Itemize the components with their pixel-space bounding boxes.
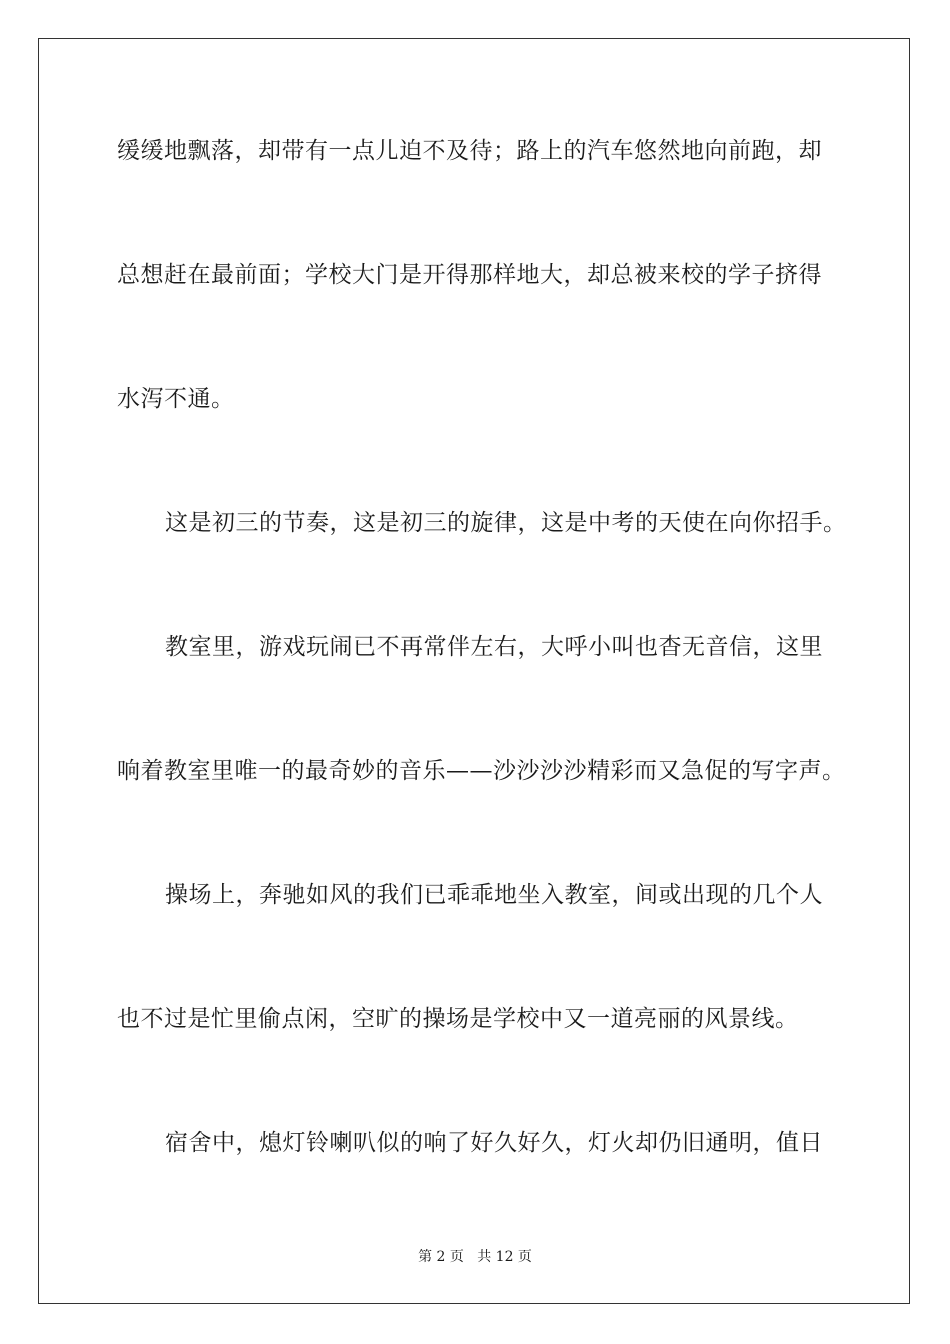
page-number-footer: 第 2 页 共 12 页 bbox=[418, 1249, 532, 1265]
text-line-3: 水泻不通。 bbox=[117, 386, 235, 412]
text-line-2: 总想赶在最前面；学校大门是开得那样地大，却总被来校的学子挤得 bbox=[117, 262, 822, 288]
text-line-8: 也不过是忙里偷点闲，空旷的操场是学校中又一道亮丽的风景线。 bbox=[117, 1006, 799, 1032]
page-border bbox=[38, 38, 910, 1304]
text-line-4: 这是初三的节奏，这是初三的旋律，这是中考的天使在向你招手。 bbox=[165, 510, 847, 536]
text-line-1: 缓缓地飘落，却带有一点儿迫不及待；路上的汽车悠然地向前跑，却 bbox=[117, 138, 822, 164]
text-line-7: 操场上，奔驰如风的我们已乖乖地坐入教室，间或出现的几个人 bbox=[165, 882, 823, 908]
text-line-9: 宿舍中，熄灯铃喇叭似的响了好久好久，灯火却仍旧通明，值日 bbox=[165, 1130, 823, 1156]
text-line-5: 教室里，游戏玩闹已不再常伴左右，大呼小叫也杳无音信，这里 bbox=[165, 634, 823, 660]
text-line-6: 响着教室里唯一的最奇妙的音乐——沙沙沙沙精彩而又急促的写字声。 bbox=[117, 758, 846, 784]
